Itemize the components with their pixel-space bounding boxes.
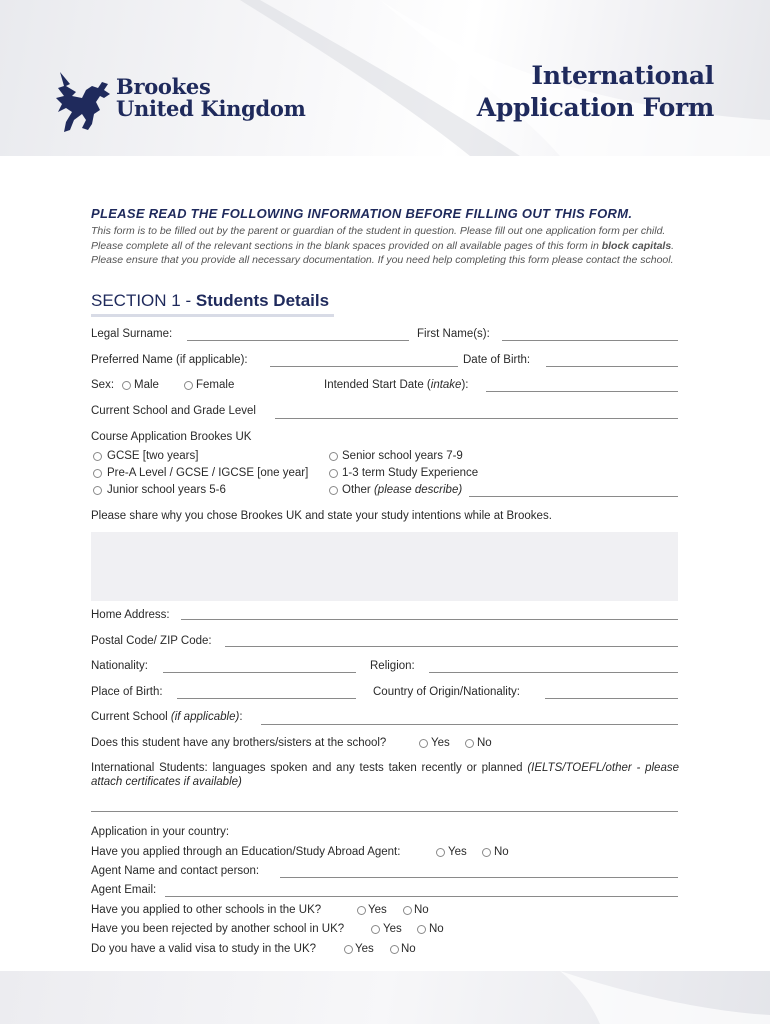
visa-yes-radio[interactable] bbox=[344, 945, 353, 954]
agent-email-input[interactable] bbox=[165, 896, 678, 897]
other-schools-label: Have you applied to other schools in the UK? bbox=[91, 904, 322, 916]
siblings-no-label: No bbox=[477, 737, 492, 749]
agent-yes-radio[interactable] bbox=[436, 848, 445, 857]
course-study-exp-radio[interactable] bbox=[329, 469, 338, 478]
section-prefix: SECTION 1 - bbox=[91, 291, 196, 310]
footer-swoosh bbox=[0, 971, 770, 1024]
other-schools-yes-label: Yes bbox=[368, 904, 387, 916]
dob-label: Date of Birth: bbox=[463, 354, 531, 366]
notice-text-bold: block capitals bbox=[601, 239, 672, 252]
rejected-no-radio[interactable] bbox=[417, 925, 426, 934]
agent-name-input[interactable] bbox=[280, 877, 678, 878]
logo-line-2: United Kingdom bbox=[116, 96, 306, 121]
current-school-grade-label: Current School and Grade Level bbox=[91, 405, 256, 417]
intl-students-label bbox=[91, 761, 679, 789]
course-senior-label: Senior school years 7-9 bbox=[342, 450, 463, 462]
visa-yes-label: Yes bbox=[355, 943, 374, 955]
siblings-label: Does this student have any brothers/sisters at the school? bbox=[91, 737, 387, 749]
visa-no-label: No bbox=[401, 943, 416, 955]
footer-banner bbox=[0, 971, 770, 1024]
place-of-birth-input[interactable] bbox=[177, 698, 356, 699]
intended-start-a: Intended Start Date ( bbox=[324, 379, 431, 391]
intl-students-input[interactable] bbox=[91, 811, 678, 812]
course-heading: Course Application Brookes UK bbox=[91, 431, 252, 443]
siblings-yes-label: Yes bbox=[431, 737, 450, 749]
intended-start-input[interactable] bbox=[486, 391, 678, 392]
intended-start-c: ): bbox=[461, 379, 469, 391]
place-of-birth-label: Place of Birth: bbox=[91, 686, 163, 698]
form-title bbox=[477, 60, 714, 124]
home-address-input[interactable] bbox=[181, 619, 678, 620]
agent-name-label: Agent Name and contact person: bbox=[91, 865, 260, 877]
sex-female-label: Female bbox=[196, 379, 235, 391]
notice-text-1: This form is to be filled out by the parent or guardian of the student in question. Please fill out one application form per child. Please complete all of the relevant sections in the blank spaces provided on all available pages of this form in bbox=[91, 225, 666, 252]
rejected-no-label: No bbox=[429, 923, 444, 935]
rejected-yes-radio[interactable] bbox=[371, 925, 380, 934]
other-schools-no-radio[interactable] bbox=[403, 906, 412, 915]
current-school-c: : bbox=[239, 711, 243, 723]
rejected-label: Have you been rejected by another school in UK? bbox=[91, 923, 345, 935]
title-line-2: Application Form bbox=[476, 93, 714, 122]
agent-yes-label: Yes bbox=[448, 846, 467, 858]
religion-input[interactable] bbox=[429, 672, 678, 673]
sex-female-radio[interactable] bbox=[184, 381, 193, 390]
nationality-input[interactable] bbox=[163, 672, 356, 673]
agent-no-radio[interactable] bbox=[482, 848, 491, 857]
share-why-label: Please share why you chose Brookes UK and state your study intentions while at Brookes. bbox=[91, 510, 552, 522]
religion-label: Religion: bbox=[370, 660, 415, 672]
section-title: Students Details bbox=[195, 291, 330, 310]
current-school-grade-input[interactable] bbox=[275, 418, 678, 419]
course-study-exp-label: 1-3 term Study Experience bbox=[342, 467, 479, 479]
preferred-name-label: Preferred Name (if applicable): bbox=[91, 354, 248, 366]
logo-line-1: Brookes bbox=[116, 74, 211, 99]
siblings-no-radio[interactable] bbox=[465, 739, 474, 748]
griffin-logo-icon bbox=[52, 68, 114, 136]
notice-heading: PLEASE READ THE FOLLOWING INFORMATION BEFORE FILLING OUT THIS FORM. bbox=[91, 206, 633, 221]
course-prea-label: Pre-A Level / GCSE / IGCSE [one year] bbox=[107, 467, 309, 479]
siblings-yes-radio[interactable] bbox=[419, 739, 428, 748]
dob-input[interactable] bbox=[546, 366, 678, 367]
course-other-a: Other bbox=[342, 484, 374, 496]
course-other-label bbox=[342, 483, 462, 497]
notice-text bbox=[91, 224, 679, 268]
sex-male-radio[interactable] bbox=[122, 381, 131, 390]
course-senior-radio[interactable] bbox=[329, 452, 338, 461]
preferred-name-input[interactable] bbox=[270, 366, 458, 367]
visa-no-radio[interactable] bbox=[390, 945, 399, 954]
legal-surname-input[interactable] bbox=[187, 340, 409, 341]
logo-text bbox=[116, 76, 306, 120]
course-other-b: (please describe) bbox=[373, 484, 463, 496]
section-underline bbox=[91, 314, 334, 317]
current-school-a: Current School bbox=[91, 711, 171, 723]
sex-male-label: Male bbox=[134, 379, 159, 391]
agent-heading: Application in your country: bbox=[91, 826, 230, 838]
notice-text-2: . Please ensure that you provide all necessary documentation. If you need help completing this form please contact the school. bbox=[91, 239, 675, 266]
course-junior-radio[interactable] bbox=[93, 486, 102, 495]
current-school-b: (if applicable) bbox=[170, 711, 240, 723]
postal-code-label: Postal Code/ ZIP Code: bbox=[91, 635, 212, 647]
title-line-1: International bbox=[531, 61, 714, 90]
legal-surname-label: Legal Surname: bbox=[91, 328, 173, 340]
intended-start-label bbox=[324, 378, 468, 392]
course-junior-label: Junior school years 5-6 bbox=[107, 484, 226, 496]
country-origin-input[interactable] bbox=[545, 698, 678, 699]
section-heading bbox=[91, 291, 329, 311]
nationality-label: Nationality: bbox=[91, 660, 148, 672]
other-schools-no-label: No bbox=[414, 904, 429, 916]
first-names-input[interactable] bbox=[502, 340, 678, 341]
course-gcse-label: GCSE [two years] bbox=[107, 450, 199, 462]
course-other-radio[interactable] bbox=[329, 486, 338, 495]
course-gcse-radio[interactable] bbox=[93, 452, 102, 461]
current-school-input[interactable] bbox=[261, 724, 678, 725]
share-why-textarea[interactable] bbox=[91, 532, 678, 601]
intl-students-b: (IELTS/TOEFL/other - please attach certificates if available) bbox=[91, 762, 679, 788]
visa-label: Do you have a valid visa to study in the UK? bbox=[91, 943, 317, 955]
intl-students-a: International Students: languages spoken and any tests taken recently or planned bbox=[91, 762, 528, 774]
course-prea-radio[interactable] bbox=[93, 469, 102, 478]
sex-label: Sex: bbox=[91, 379, 115, 391]
rejected-yes-label: Yes bbox=[383, 923, 402, 935]
applied-agent-label: Have you applied through an Education/Study Abroad Agent: bbox=[91, 846, 401, 858]
country-origin-label: Country of Origin/Nationality: bbox=[373, 686, 521, 698]
agent-no-label: No bbox=[494, 846, 509, 858]
intended-start-b: intake bbox=[430, 379, 462, 391]
current-school-label bbox=[91, 710, 243, 724]
home-address-label: Home Address: bbox=[91, 609, 170, 621]
agent-email-label: Agent Email: bbox=[91, 884, 157, 896]
postal-code-input[interactable] bbox=[225, 646, 678, 647]
other-schools-yes-radio[interactable] bbox=[357, 906, 366, 915]
first-names-label: First Name(s): bbox=[417, 328, 490, 340]
course-other-input[interactable] bbox=[469, 496, 678, 497]
